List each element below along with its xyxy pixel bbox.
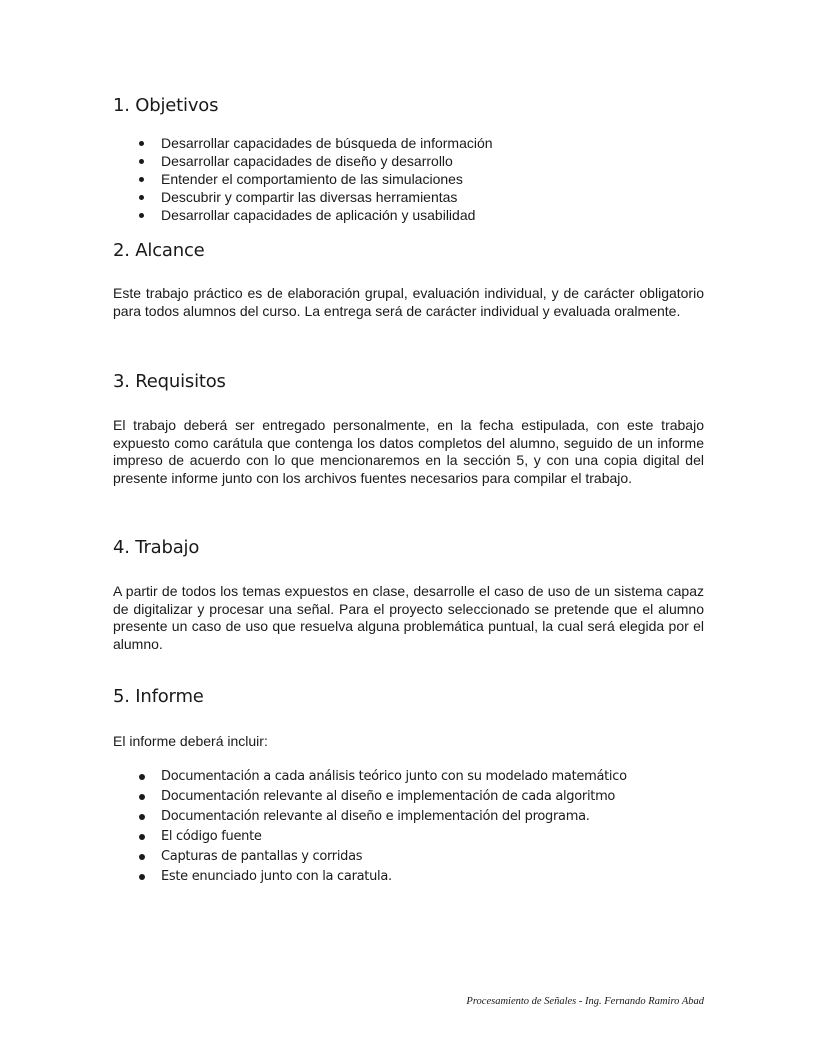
informe-intro: El informe deberá incluir: <box>113 733 268 749</box>
alcance-paragraph: Este trabajo práctico es de elaboración grupal, evaluación individual, y de carácter obligatorio para todos alumnos del curso. La entrega será de carácter individual y evaluada oralmente. <box>113 285 704 319</box>
list-item: Desarrollar capacidades de aplicación y usabilidad <box>113 206 493 224</box>
list-item: Desarrollar capacidades de diseño y desarrollo <box>113 152 493 170</box>
bullet-icon <box>139 213 144 218</box>
list-item: Documentación relevante al diseño e implementación del programa. <box>113 807 627 827</box>
bullet-icon <box>139 195 144 200</box>
list-item: Documentación relevante al diseño e implementación de cada algoritmo <box>113 787 627 807</box>
bullet-icon <box>139 834 145 840</box>
bullet-icon <box>139 177 144 182</box>
requisitos-paragraph: El trabajo deberá ser entregado personalmente, en la fecha estipulada, con este trabajo expuesto como carátula que contenga los datos completos del alumno, seguido de un informe impreso de acuerdo con lo que mencionaremos en la sección 5, y con una copia digital del presente informe junto con los archivos fuentes necesarios para compilar el trabajo. <box>113 417 704 486</box>
bullet-icon <box>139 874 145 880</box>
list-item: Capturas de pantallas y corridas <box>113 847 627 867</box>
list-item: Documentación a cada análisis teórico junto con su modelado matemático <box>113 767 627 787</box>
section-heading-alcance: 2. Alcance <box>113 240 205 261</box>
bullet-icon <box>139 854 145 860</box>
section-heading-requisitos: 3. Requisitos <box>113 371 226 392</box>
bullet-icon <box>139 141 144 146</box>
list-item: Descubrir y compartir las diversas herramientas <box>113 188 493 206</box>
list-item: El código fuente <box>113 827 627 847</box>
list-item: Desarrollar capacidades de búsqueda de información <box>113 134 493 152</box>
list-item: Entender el comportamiento de las simulaciones <box>113 170 493 188</box>
page-footer: Procesamiento de Señales - Ing. Fernando Ramiro Abad <box>466 996 704 1007</box>
section-heading-objetivos: 1. Objetivos <box>113 95 219 116</box>
objetivos-list <box>113 134 493 224</box>
section-heading-informe: 5. Informe <box>113 686 204 707</box>
section-heading-trabajo: 4. Trabajo <box>113 537 200 558</box>
bullet-icon <box>139 159 144 164</box>
trabajo-paragraph: A partir de todos los temas expuestos en clase, desarrolle el caso de uso de un sistema capaz de digitalizar y procesar una señal. Para el proyecto seleccionado se pretende que el alumno presente un caso de uso que resuelva alguna problemática puntual, la cual será elegida por el alumno. <box>113 583 704 652</box>
list-item: Este enunciado junto con la caratula. <box>113 867 627 887</box>
bullet-icon <box>139 814 145 820</box>
bullet-icon <box>139 794 145 800</box>
bullet-icon <box>139 774 145 780</box>
informe-list <box>113 767 627 887</box>
